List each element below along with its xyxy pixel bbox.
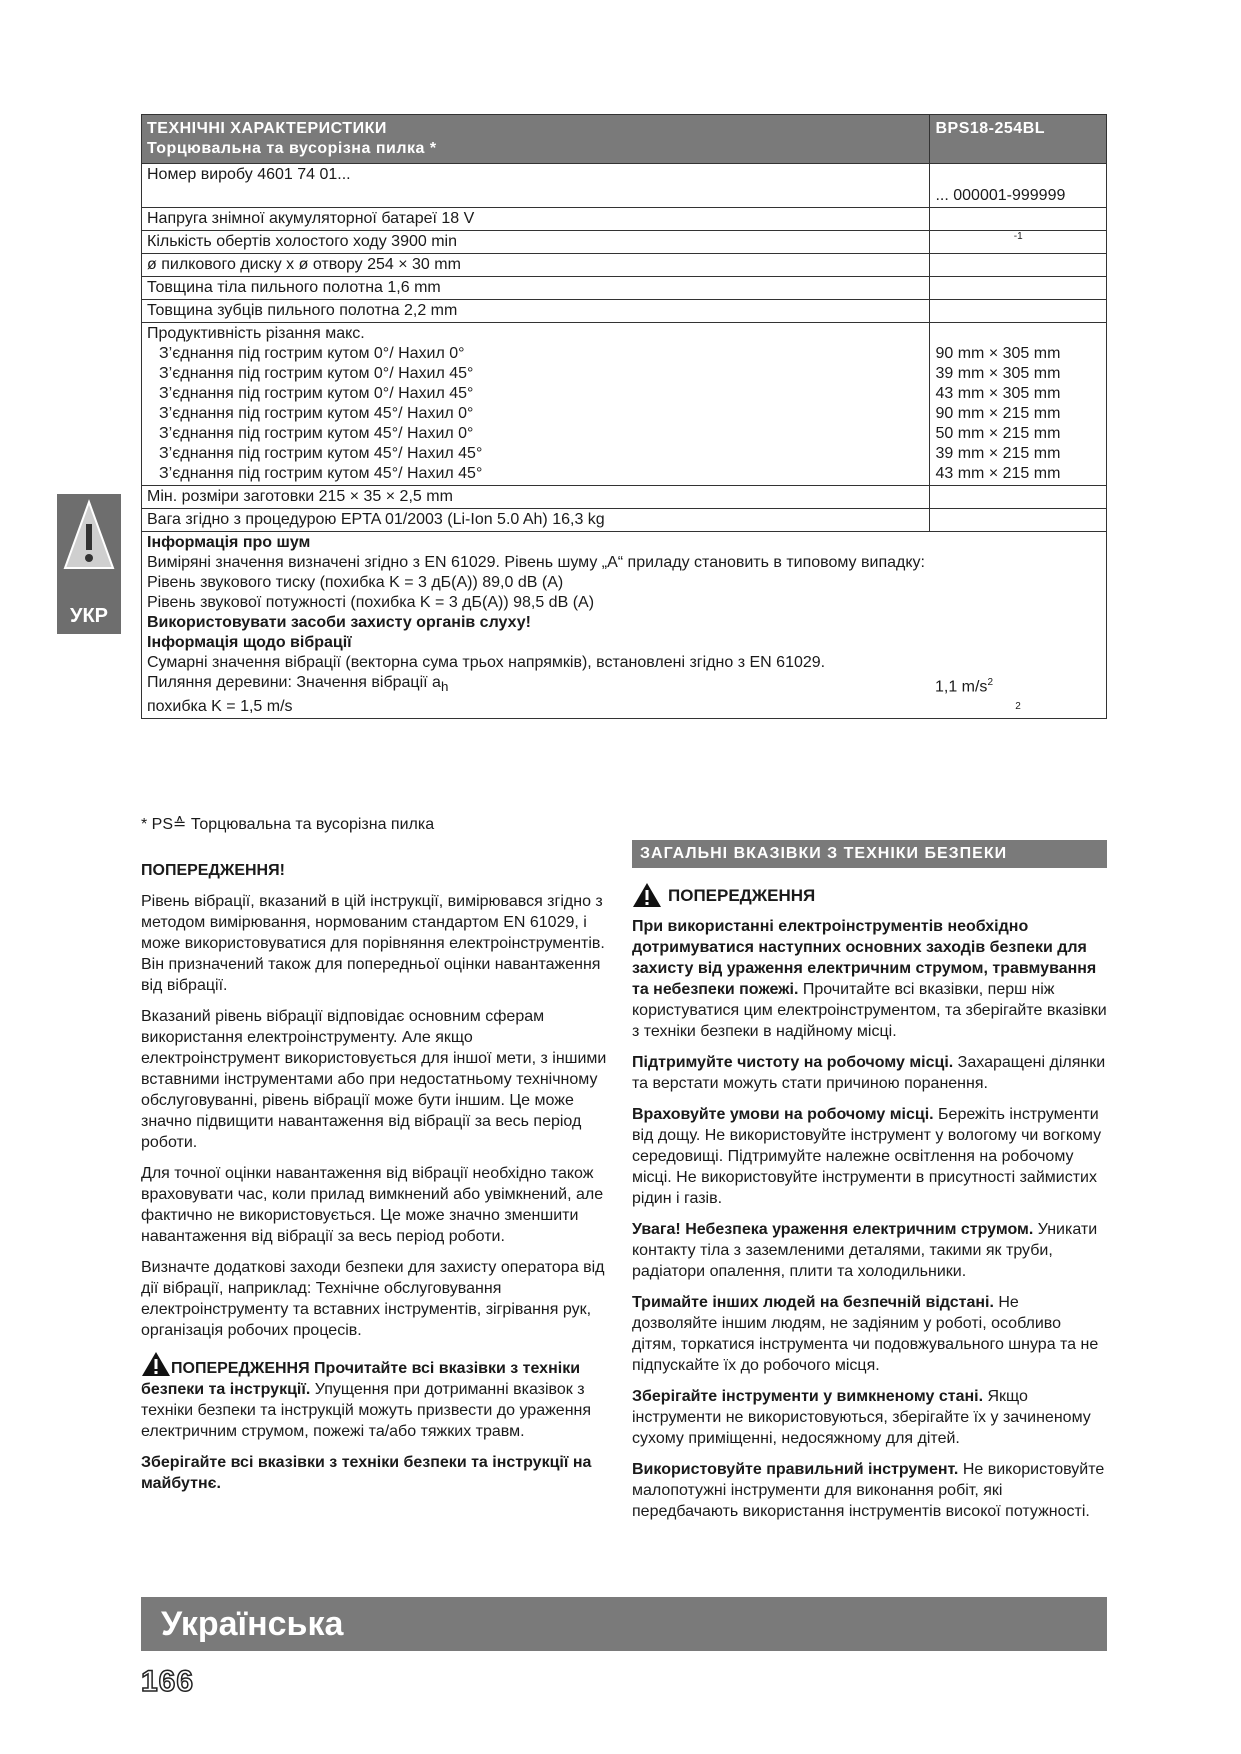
- capacity-value: 43 mm × 215 mm: [935, 465, 1061, 482]
- spec-value: -1: [930, 231, 1107, 254]
- safety-bold: Тримайте інших людей на безпечній відстані.: [632, 1294, 994, 1311]
- spec-value: ... 000001-999999: [930, 164, 1107, 208]
- language-side-tab: [57, 494, 121, 634]
- capacity-label: З’єднання під гострим кутом 0°/ Нахил 0°: [159, 345, 465, 362]
- paragraph: Рівень вібрації, вказаний в цій інструкції, вимірювався згідно з методом вимірювання, нормованим стандартом EN 61029, і може використовуватися для порівняння електроінструментів. Він призначений також для попередньої оцінки навантаження від вібрації.: [141, 893, 605, 994]
- safety-bold: Увага! Небезпека ураження електричним струмом.: [632, 1221, 1034, 1238]
- spec-row: [142, 164, 1107, 208]
- warning-icon: [61, 498, 117, 584]
- safety-bold: Підтримуйте чистоту на робочому місці.: [632, 1054, 954, 1071]
- spec-label: Напруга знімної акумуляторної батареї 18 V: [142, 208, 930, 231]
- warning-text: Упущення при дотриманні вказівок з техніки безпеки та інструкцій можуть призвести до ураження електричним струмом, пожежі та/або тяжких травм.: [141, 1381, 592, 1440]
- safety-text: Прочитайте всі вказівки, перш ніж користуватися цим електроінструментом, та зберігайте вказівки з техніки безпеки в надійному місці.: [632, 981, 1107, 1040]
- vibration-tol-value: 2: [1015, 701, 1021, 713]
- spec-label: Товщина тіла пильного полотна 1,6 mm: [142, 277, 930, 300]
- vibration-wood-sub: h: [440, 679, 449, 695]
- spec-row: [142, 300, 1107, 323]
- spec-value: [930, 300, 1107, 323]
- spec-value: [930, 277, 1107, 300]
- warning-triangle-icon: [632, 882, 662, 908]
- side-tab-label: УКР: [70, 605, 108, 627]
- spec-row: [142, 486, 1107, 509]
- language-bar: Українська: [141, 1597, 1107, 1651]
- safety-bold: Зберігайте інструменти у вимкненому стані.: [632, 1388, 984, 1405]
- warning-bold: ПОПЕРЕДЖЕННЯ Прочитайте всі вказівки з техніки безпеки та інструкції.: [141, 1360, 581, 1398]
- capacity-value: 50 mm × 215 mm: [935, 425, 1061, 442]
- vibration-value-sup: 2: [987, 677, 993, 688]
- spec-label: Кількість обертів холостого ходу 3900 min: [142, 231, 930, 254]
- warning-title: ПОПЕРЕДЖЕННЯ!: [141, 862, 285, 879]
- capacity-value: 39 mm × 305 mm: [935, 365, 1061, 382]
- model-name: BPS18-254BL: [930, 115, 1107, 164]
- capacity-label: З’єднання під гострим кутом 0°/ Нахил 45°: [159, 385, 474, 402]
- safety-text: Якщо інструменти не використовуються, зберігайте їх у зачиненому сухому приміщенні, недосяжному для дітей.: [632, 1388, 1091, 1447]
- safety-text: Уникати контакту тіла з заземленими деталями, такими як труби, радіатори опалення, плити та холодильники.: [632, 1221, 1098, 1280]
- capacity-label: З’єднання під гострим кутом 0°/ Нахил 45°: [159, 365, 474, 382]
- safety-text: Бережіть інструменти від дощу. Не використовуйте інструмент у вологому чи вогкому середовищі. Підтримуйте належне освітлення на робочому місці. Не використовуйте інструменти в присутності займистих рідин і газів.: [632, 1106, 1102, 1207]
- vibration-title: Інформація щодо вібрації: [147, 634, 352, 651]
- spec-label: Номер виробу 4601 74 01...: [142, 164, 930, 208]
- safety-text: Захаращені ділянки та верстати можуть стати причиною поранення.: [632, 1054, 1106, 1092]
- vibration-wood: Пиляння деревини: Значення вібрації a: [147, 674, 441, 691]
- capacity-label: З’єднання під гострим кутом 45°/ Нахил 0°: [159, 405, 474, 422]
- spec-row: [142, 254, 1107, 277]
- vibration-value: 1,1 m/s: [934, 678, 988, 696]
- right-column: [632, 882, 1107, 1532]
- spec-subtitle: Торцювальна та вусорізна пилка *: [147, 140, 437, 157]
- spec-label: Мін. розміри заготовки 215 × 35 × 2,5 mm: [142, 486, 930, 509]
- page-number: 166: [141, 1665, 195, 1698]
- spec-table: [141, 114, 1107, 719]
- spec-label: ø пилкового диску x ø отвору 254 × 30 mm: [142, 254, 930, 277]
- spec-row: [142, 509, 1107, 532]
- capacity-title: Продуктивність різання макс.: [147, 325, 365, 342]
- spec-value: [930, 208, 1107, 231]
- safety-bold: Використовуйте правильний інструмент.: [632, 1461, 959, 1478]
- capacity-label: З’єднання під гострим кутом 45°/ Нахил 0°: [159, 425, 474, 442]
- noise-title: Інформація про шум: [147, 534, 311, 551]
- noise-vibration-row: [142, 532, 1107, 719]
- spec-label: Вага згідно з процедурою EPTA 01/2003 (Li-Ion 5.0 Ah) 16,3 kg: [142, 509, 930, 532]
- vibration-intro: Сумарні значення вібрації (векторна сума трьох напрямків), встановлені згідно з EN 61029.: [147, 654, 826, 671]
- noise-intro: Виміряні значення визначені згідно з EN 61029. Рівень шуму „A“ приладу становить в типовому випадку:: [147, 554, 925, 571]
- noise-pressure: Рівень звукового тиску (похибка K = 3 дБ(A)) 89,0 dB (A): [147, 574, 564, 591]
- warning-title: ПОПЕРЕДЖЕННЯ: [668, 885, 816, 905]
- vibration-tolerance: похибка K = 1,5 m/s: [147, 698, 293, 716]
- capacity-value: 43 mm × 305 mm: [935, 385, 1061, 402]
- warning-triangle-icon: [141, 1351, 171, 1377]
- safety-text: Не використовуйте малопотужні інструменти для виконання робіт, які передбачають використання інструментів високої потужності.: [632, 1461, 1105, 1520]
- capacity-label: З’єднання під гострим кутом 45°/ Нахил 45°: [159, 465, 483, 482]
- capacity-value: 90 mm × 215 mm: [935, 405, 1061, 422]
- capacity-value: 39 mm × 215 mm: [935, 445, 1061, 462]
- spec-label: Товщина зубців пильного полотна 2,2 mm: [142, 300, 930, 323]
- paragraph: Визначте додаткові заходи безпеки для захисту оператора від дії вібрації, наприклад: Технічне обслуговування електроінструменту та вставних інструментів, зігрівання рук, організація робочих процесів.: [141, 1259, 605, 1339]
- safety-text: Не дозволяйте іншим людям, не задіяним у роботі, особливо дітям, торкатися інструмента чи подовжувального шнура та не підпускайте їх до робочого місця.: [632, 1294, 1099, 1374]
- left-column: [141, 860, 611, 1504]
- capacity-row: [142, 323, 1107, 486]
- capacity-value: 90 mm × 305 mm: [935, 345, 1061, 362]
- spec-row: [142, 208, 1107, 231]
- paragraph: Для точної оцінки навантаження від вібрації необхідно також враховувати час, коли прилад вимкнений або увімкнений, але фактично не використовується. Це може значно зменшити навантаження від вібрації за весь період роботи.: [141, 1165, 604, 1245]
- spec-row: [142, 231, 1107, 254]
- paragraph: Вказаний рівень вібрації відповідає основним сферам використання електроінструменту. Але якщо електроінструмент використовується для іншої мети, з іншими вставними інструментами або при недостатньому технічному обслуговуванні, рівень вібрації може бути іншим. Це може значно підвищити навантаження від вібрації за весь період роботи.: [141, 1008, 607, 1151]
- spec-header-row: [142, 115, 1107, 164]
- safety-bold: Враховуйте умови на робочому місці.: [632, 1106, 934, 1123]
- section-title: ЗАГАЛЬНІ ВКАЗІВКИ З ТЕХНІКИ БЕЗПЕКИ: [632, 840, 1107, 868]
- spec-value: [930, 254, 1107, 277]
- safety-bold: При використанні електроінструментів необхідно дотримуватися наступних основних заходів безпеки для захисту від ураження електричним струмом, травмування та небезпеки пожежі.: [632, 918, 1097, 998]
- footnote: * PS≙ Торцювальна та вусорізна пилка: [141, 816, 435, 833]
- keep-instructions: Зберігайте всі вказівки з техніки безпеки та інструкції на майбутнє.: [141, 1454, 592, 1492]
- noise-protect: Використовувати засоби захисту органів слуху!: [147, 614, 531, 631]
- spec-title: ТЕХНІЧНІ ХАРАКТЕРИСТИКИ: [147, 120, 387, 137]
- spec-row: [142, 277, 1107, 300]
- capacity-label: З’єднання під гострим кутом 45°/ Нахил 45°: [159, 445, 483, 462]
- noise-power: Рівень звукової потужності (похибка K = 3 дБ(A)) 98,5 dB (A): [147, 594, 595, 611]
